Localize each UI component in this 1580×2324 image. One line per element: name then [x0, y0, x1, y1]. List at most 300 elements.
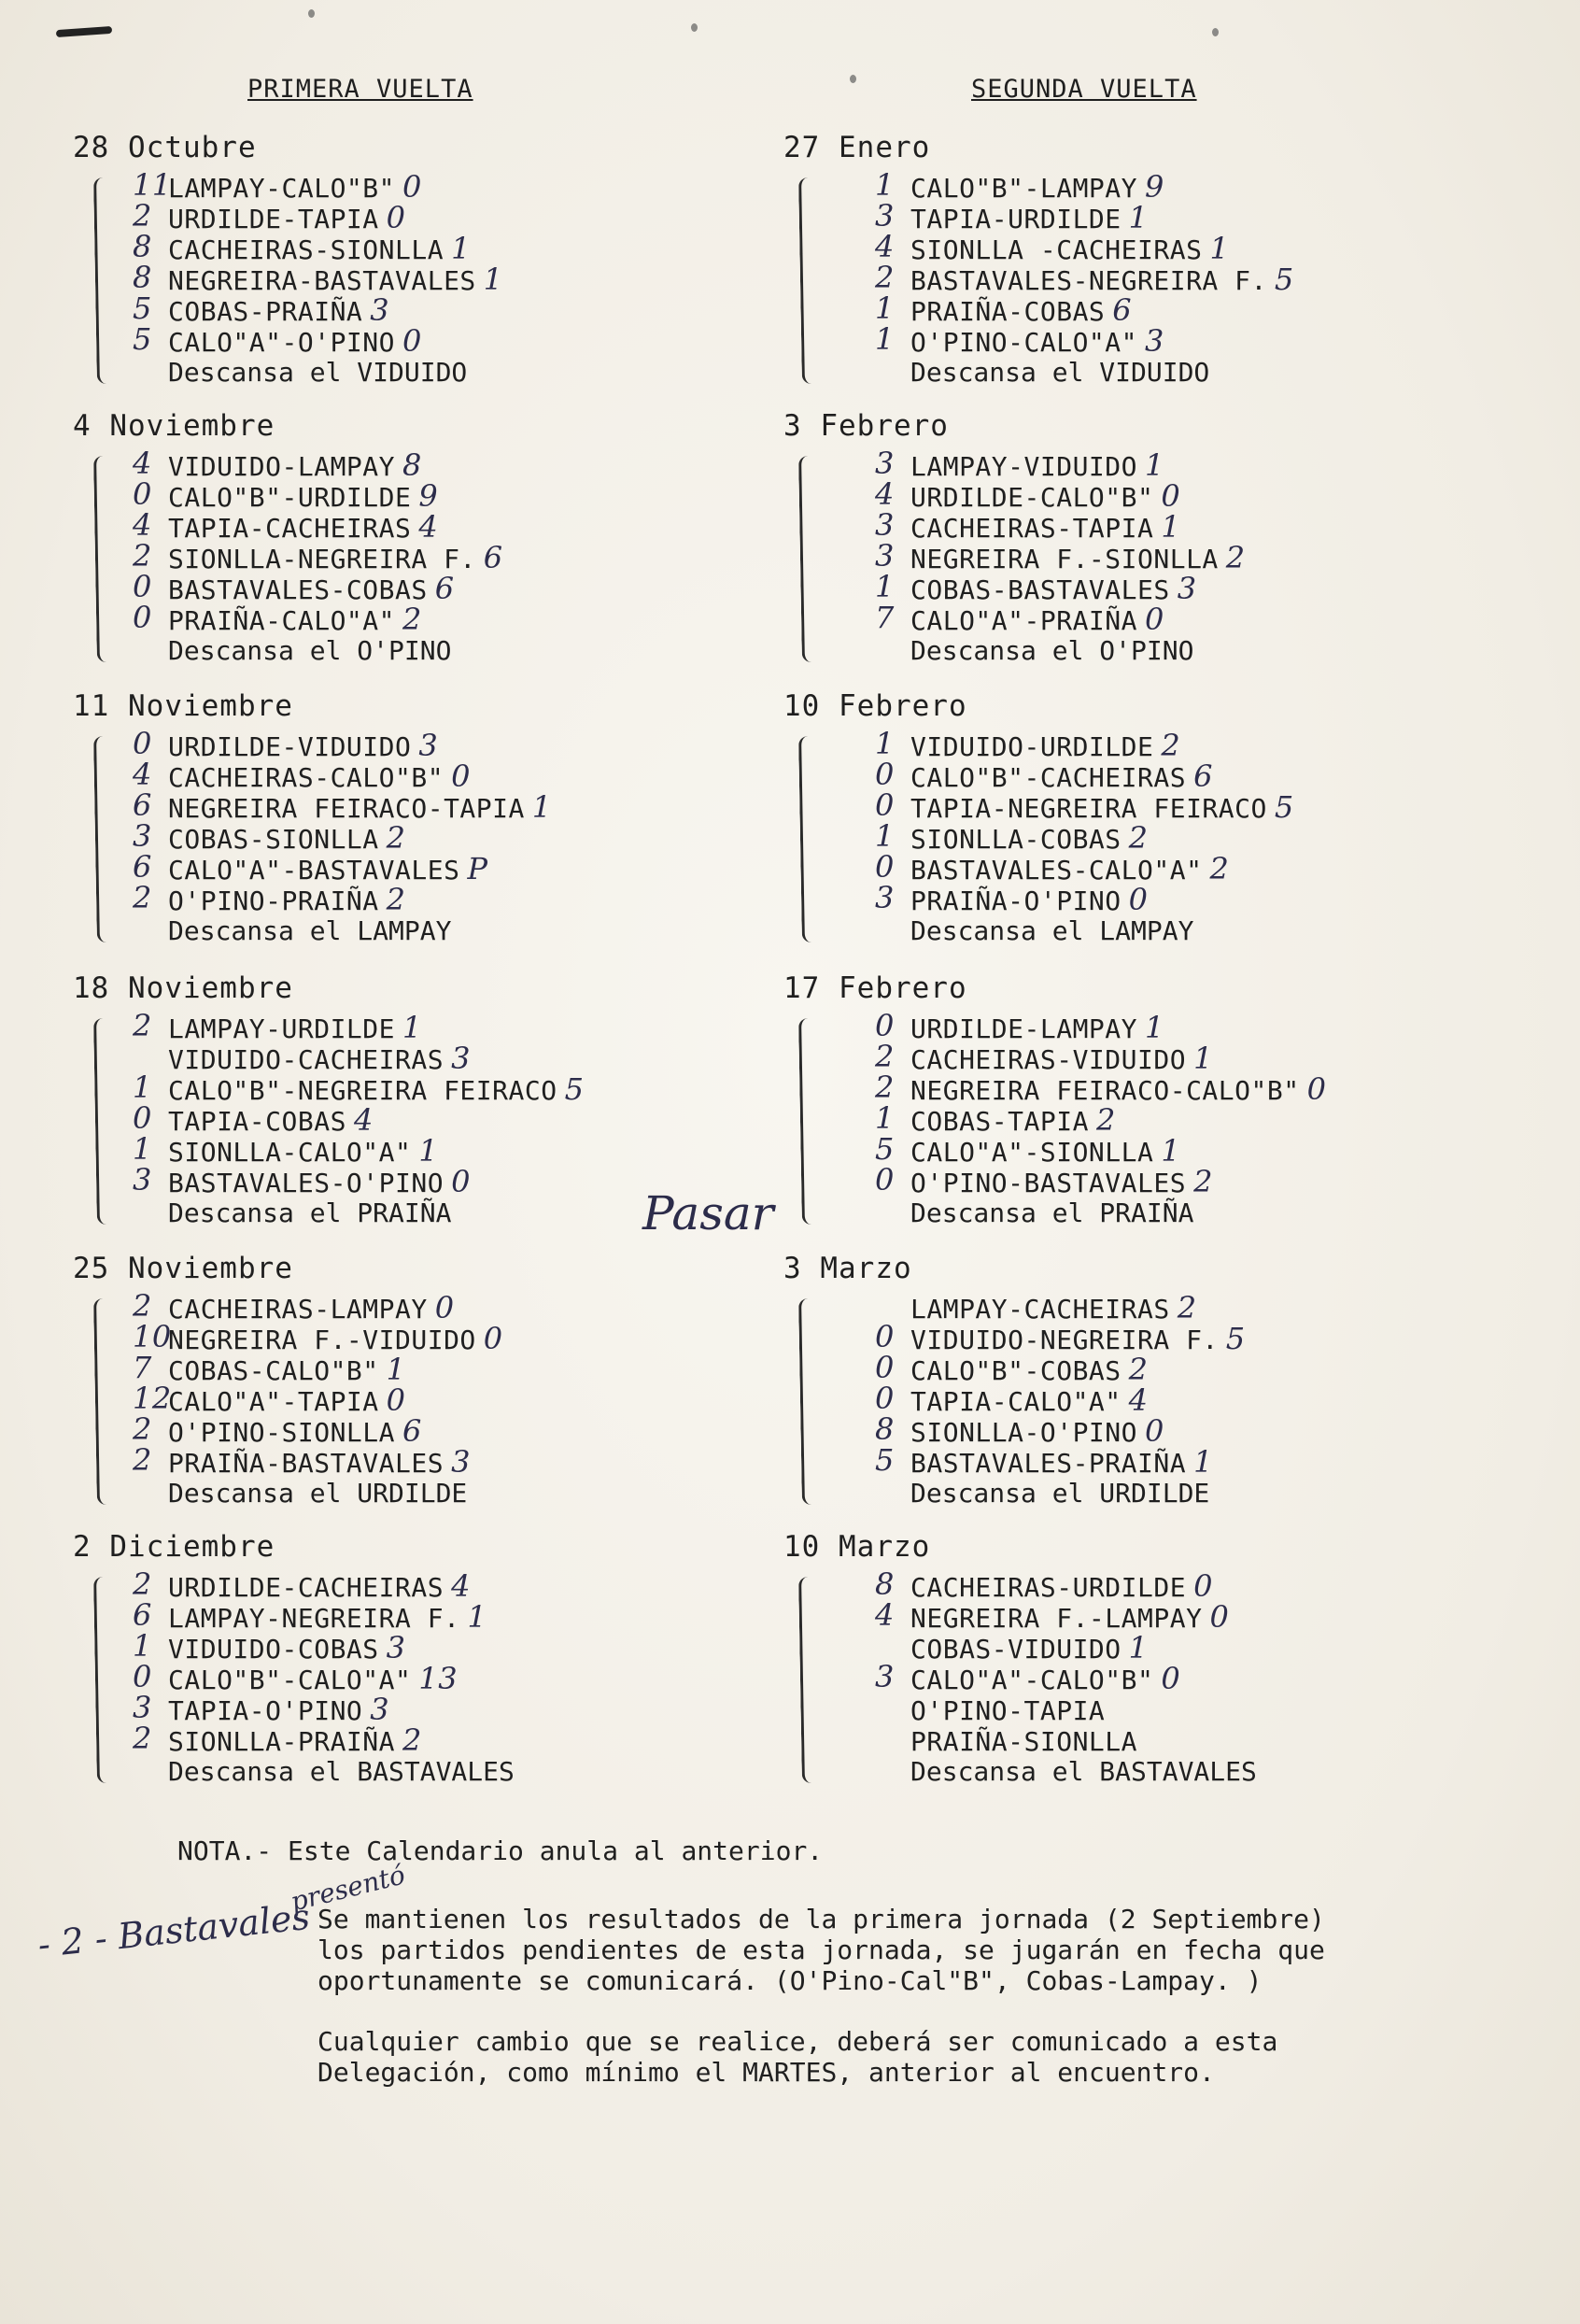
match-teams: CALO"B"-NEGREIRA FEIRACO: [168, 1075, 557, 1106]
away-score: 0: [1145, 602, 1164, 637]
match-list: [875, 726, 1545, 946]
home-score: 3: [875, 198, 895, 234]
home-score: 6: [133, 1597, 152, 1633]
home-score: 3: [875, 538, 895, 574]
home-score: 2: [133, 1721, 152, 1756]
match-row: [875, 726, 1545, 763]
away-score: 2: [386, 820, 406, 856]
footer-notes: [177, 1835, 1541, 2118]
paragraph-line: Delegación, como mínimo el MARTES, anterior al encuentro.: [317, 2057, 1215, 2088]
match-list: [133, 1566, 738, 1787]
home-score: 2: [133, 198, 152, 234]
away-score: 2: [386, 882, 406, 917]
match-row: [133, 476, 738, 514]
match-teams: SIONLLA-O'PINO: [910, 1417, 1138, 1448]
match-row: [875, 1131, 1545, 1169]
match-row: [875, 880, 1545, 917]
match-row: [133, 1381, 738, 1418]
home-score: 2: [875, 1039, 895, 1074]
home-score: 4: [133, 446, 152, 481]
home-score: 1: [875, 818, 895, 854]
match-row: [875, 538, 1545, 575]
match-teams: PRAIÑA-BASTAVALES: [168, 1448, 444, 1479]
home-score: 1: [875, 321, 895, 357]
match-row: [875, 507, 1545, 545]
match-row: [875, 600, 1545, 637]
away-score: 0: [1306, 1071, 1327, 1107]
match-row: [875, 167, 1545, 205]
punch-hole: [850, 75, 856, 83]
rest-team-line: Descansa el LAMPAY: [910, 915, 1194, 946]
away-score: 0: [1128, 882, 1149, 917]
away-score: 5: [1274, 262, 1294, 297]
away-score: 0: [451, 758, 471, 794]
match-teams: CACHEIRAS-LAMPAY: [168, 1294, 428, 1325]
match-row: [133, 787, 738, 825]
home-score: 8: [875, 1411, 895, 1447]
away-score: 4: [418, 509, 439, 545]
handwritten-bracket: [798, 1577, 818, 1783]
matchday-date: 17 Febrero: [783, 971, 967, 1005]
match-row: [910, 1290, 1545, 1325]
match-teams: CALO"B"-CACHEIRAS: [910, 762, 1187, 793]
handwritten-bracket: [798, 456, 818, 662]
match-row: [133, 538, 738, 575]
rest-team-line: Descansa el BASTAVALES: [910, 1756, 1257, 1787]
match-teams: LAMPAY-NEGREIRA F.: [168, 1603, 460, 1634]
match-row: [133, 757, 738, 794]
match-row: [133, 1690, 738, 1727]
away-score: 1: [483, 262, 503, 297]
away-score: 4: [1128, 1382, 1149, 1418]
match-teams: URDILDE-LAMPAY: [910, 1013, 1138, 1044]
home-score: 3: [133, 818, 152, 854]
away-score: 3: [451, 1041, 471, 1076]
matchday-block: [65, 1252, 738, 1509]
match-row: [133, 1319, 738, 1356]
away-score: 3: [370, 292, 390, 328]
away-score: 1: [1193, 1041, 1213, 1076]
home-score: 7: [133, 1350, 152, 1385]
match-row: [875, 229, 1545, 266]
match-teams: CALO"A"-O'PINO: [168, 327, 396, 358]
home-score: 0: [875, 1319, 895, 1354]
away-score: 1: [1128, 200, 1149, 235]
home-score: 6: [133, 787, 152, 823]
matchday-date: 2 Diciembre: [73, 1530, 275, 1564]
match-row: [133, 198, 738, 235]
away-score: 6: [434, 571, 455, 606]
match-row: [133, 880, 738, 917]
away-score: 0: [483, 1321, 503, 1356]
match-teams: LAMPAY-URDILDE: [168, 1013, 396, 1044]
rest-team-line: Descansa el VIDUIDO: [910, 357, 1210, 388]
away-score: 3: [370, 1692, 390, 1727]
away-score: 2: [1209, 851, 1230, 886]
away-score: 4: [451, 1568, 471, 1604]
home-score: 1: [875, 167, 895, 203]
match-row: [875, 1597, 1545, 1635]
match-row: [133, 600, 738, 637]
away-score: 1: [418, 1133, 439, 1169]
match-teams: CACHEIRAS-VIDUIDO: [910, 1044, 1187, 1075]
match-row: [875, 1659, 1545, 1696]
match-teams: NEGREIRA F.-VIDUIDO: [168, 1325, 476, 1355]
match-teams: CALO"A"-SIONLLA: [910, 1137, 1154, 1168]
match-row: [875, 1319, 1545, 1356]
match-row: [875, 787, 1545, 825]
match-list: [133, 1288, 738, 1509]
home-score: 4: [875, 1597, 895, 1633]
rest-team-line: Descansa el BASTAVALES: [168, 1756, 515, 1787]
handwritten-bracket: [93, 456, 113, 662]
away-score: 1: [1161, 1133, 1181, 1169]
match-row: [133, 229, 738, 266]
away-score: 0: [434, 1290, 455, 1325]
match-teams: TAPIA-NEGREIRA FEIRACO: [910, 793, 1267, 824]
away-score: 2: [402, 602, 422, 637]
home-score: 2: [875, 260, 895, 295]
match-list: [875, 446, 1545, 666]
match-teams: VIDUIDO-CACHEIRAS: [168, 1044, 444, 1075]
match-row: [133, 1288, 738, 1325]
match-list: [133, 167, 738, 388]
matchday-block: [65, 1530, 738, 1787]
match-teams: VIDUIDO-NEGREIRA F.: [910, 1325, 1219, 1355]
handwritten-bracket: [798, 1298, 818, 1505]
match-teams: TAPIA-CACHEIRAS: [168, 513, 412, 544]
home-score: 2: [133, 880, 152, 915]
home-score: 11: [133, 167, 172, 203]
match-row: [910, 1694, 1545, 1725]
home-score: 2: [133, 1411, 152, 1447]
home-score: 1: [133, 1628, 152, 1664]
match-list: [875, 167, 1545, 388]
matchday-date: 3 Marzo: [783, 1252, 912, 1285]
away-score: 6: [483, 540, 503, 575]
away-score: 0: [386, 1382, 406, 1418]
match-teams: SIONLLA-CALO"A": [168, 1137, 412, 1168]
match-row: [875, 569, 1545, 606]
home-score: 1: [133, 1070, 152, 1105]
match-list: [133, 446, 738, 666]
match-teams: URDILDE-CALO"B": [910, 482, 1154, 513]
away-score: 6: [1112, 292, 1133, 328]
rest-team-line: Descansa el O'PINO: [910, 635, 1194, 666]
away-score: 0: [402, 323, 422, 359]
match-teams: VIDUIDO-LAMPAY: [168, 451, 396, 482]
match-teams: VIDUIDO-URDILDE: [910, 731, 1154, 762]
match-row: [133, 1721, 738, 1758]
match-row: [875, 1442, 1545, 1480]
home-score: 1: [133, 1131, 152, 1167]
home-score: 5: [133, 290, 152, 326]
away-score: 1: [1128, 1630, 1149, 1665]
home-score: 0: [875, 1008, 895, 1043]
match-row: [875, 1566, 1545, 1604]
home-score: 8: [133, 260, 152, 295]
home-score: 1: [875, 569, 895, 604]
match-row: [133, 1131, 738, 1169]
away-score: 5: [564, 1071, 585, 1107]
handwritten-presento: presentó: [287, 1859, 409, 1918]
match-teams: PRAIÑA-COBAS: [910, 296, 1106, 327]
match-teams: NEGREIRA FEIRACO-TAPIA: [168, 793, 525, 824]
match-teams: CALO"A"-BASTAVALES: [168, 855, 460, 886]
away-score: 4: [353, 1102, 374, 1138]
handwritten-bracket: [93, 1577, 113, 1783]
match-row: [133, 1597, 738, 1635]
home-score: 6: [133, 849, 152, 885]
rest-team-line: Descansa el VIDUIDO: [168, 357, 468, 388]
rest-team-line: Descansa el URDILDE: [910, 1478, 1210, 1509]
match-row: [133, 1100, 738, 1138]
match-row: [875, 1100, 1545, 1138]
punch-hole: [1212, 28, 1219, 36]
matchday-block: [770, 971, 1545, 1228]
handwritten-bracket: [798, 177, 818, 384]
away-score: P: [467, 851, 488, 886]
home-score: 8: [133, 229, 152, 264]
matchday-block: [770, 689, 1545, 946]
matchday-date: 10 Febrero: [783, 689, 967, 723]
match-teams: COBAS-VIDUIDO: [910, 1634, 1122, 1665]
matchday-block: [65, 131, 738, 388]
handwritten-bracket: [93, 177, 113, 384]
home-score: 2: [133, 1442, 152, 1478]
match-row: [133, 1628, 738, 1665]
first-round-heading: PRIMERA VUELTA: [247, 75, 473, 104]
away-score: 1: [1161, 509, 1181, 545]
match-teams: CALO"B"-COBAS: [910, 1355, 1122, 1386]
match-row: [875, 198, 1545, 235]
rest-team-line: Descansa el URDILDE: [168, 1478, 468, 1509]
match-row: [875, 321, 1545, 359]
match-teams: NEGREIRA F.-SIONLLA: [910, 544, 1219, 574]
match-teams: COBAS-CALO"B": [168, 1355, 379, 1386]
match-teams: SIONLLA-PRAIÑA: [168, 1726, 396, 1757]
match-row: [875, 1008, 1545, 1045]
handwritten-pasar: Pasar: [642, 1186, 774, 1240]
match-row: [875, 757, 1545, 794]
match-row: [875, 1162, 1545, 1199]
match-teams: CACHEIRAS-TAPIA: [910, 513, 1154, 544]
away-score: 1: [1145, 1010, 1164, 1045]
paragraph-line: Cualquier cambio que se realice, deberá ser comunicado a esta: [317, 2026, 1278, 2057]
away-score: 1: [451, 231, 471, 266]
away-score: 1: [402, 1010, 422, 1045]
away-score: 0: [1161, 478, 1181, 514]
home-score: 12: [133, 1381, 172, 1416]
match-row: [875, 1070, 1545, 1107]
away-score: 0: [402, 169, 422, 205]
home-score: 2: [133, 1566, 152, 1602]
home-score: 1: [875, 1100, 895, 1136]
match-teams: COBAS-BASTAVALES: [910, 574, 1170, 605]
match-row: [133, 569, 738, 606]
away-score: 5: [1225, 1321, 1246, 1356]
away-score: 2: [1161, 728, 1181, 763]
away-score: 2: [1095, 1102, 1116, 1138]
match-teams: NEGREIRA F.-LAMPAY: [910, 1603, 1203, 1634]
away-score: 5: [1274, 789, 1294, 825]
rest-team-line: Descansa el PRAIÑA: [168, 1197, 452, 1228]
away-score: 3: [418, 728, 439, 763]
away-score: 9: [418, 478, 439, 514]
match-row: [168, 1043, 738, 1074]
changes-paragraph: [317, 2026, 1541, 2088]
home-score: 1: [875, 290, 895, 326]
matchday-date: 3 Febrero: [783, 409, 949, 443]
match-teams: CACHEIRAS-URDILDE: [910, 1572, 1187, 1603]
match-row: [875, 446, 1545, 483]
matchday-block: [770, 131, 1545, 388]
match-row: [875, 1350, 1545, 1387]
match-teams: CALO"B"-URDILDE: [168, 482, 412, 513]
match-row: [133, 726, 738, 763]
match-row: [875, 260, 1545, 297]
match-row: [133, 1350, 738, 1387]
match-row: [133, 1008, 738, 1045]
home-score: 0: [875, 1162, 895, 1197]
matchday-block: [770, 1252, 1545, 1509]
home-score: 3: [875, 880, 895, 915]
away-score: 0: [386, 200, 406, 235]
away-score: 0: [1193, 1568, 1213, 1604]
away-score: 2: [1193, 1164, 1213, 1199]
match-teams: TAPIA-URDILDE: [910, 204, 1122, 234]
punch-hole: [308, 9, 315, 18]
match-row: [875, 818, 1545, 856]
home-score: 10: [133, 1319, 172, 1354]
home-score: 0: [133, 1100, 152, 1136]
away-score: 0: [1209, 1599, 1230, 1635]
match-row: [875, 1039, 1545, 1076]
second-round-heading: SEGUNDA VUELTA: [971, 75, 1197, 104]
matchday-block: [65, 971, 738, 1228]
away-score: 2: [1225, 540, 1246, 575]
away-score: 2: [1128, 820, 1149, 856]
home-score: 0: [133, 600, 152, 635]
home-score: 4: [875, 476, 895, 512]
paragraph-line: Se mantienen los resultados de la primera jornada (2 Septiembre): [317, 1904, 1325, 1934]
handwritten-bracket: [93, 736, 113, 942]
home-score: 2: [133, 1008, 152, 1043]
home-score: 0: [875, 757, 895, 792]
home-score: 4: [133, 507, 152, 543]
match-row: [133, 1070, 738, 1107]
match-teams: BASTAVALES-CALO"A": [910, 855, 1203, 886]
home-score: 2: [133, 538, 152, 574]
match-teams: CALO"B"-LAMPAY: [910, 173, 1138, 204]
home-score: 5: [875, 1131, 895, 1167]
home-score: 5: [133, 321, 152, 357]
match-teams: CALO"A"-TAPIA: [168, 1386, 379, 1417]
home-score: 0: [875, 787, 895, 823]
rest-team-line: Descansa el O'PINO: [168, 635, 452, 666]
results-paragraph: [317, 1904, 1541, 1996]
match-teams: URDILDE-TAPIA: [168, 204, 379, 234]
match-row: [875, 290, 1545, 328]
matchday-date: 4 Noviembre: [73, 409, 275, 443]
paragraph-line: los partidos pendientes de esta jornada, se jugarán en fecha que: [317, 1934, 1325, 1965]
match-teams: BASTAVALES-COBAS: [168, 574, 428, 605]
match-teams: COBAS-TAPIA: [910, 1106, 1089, 1137]
home-score: 0: [133, 1659, 152, 1694]
match-teams: URDILDE-CACHEIRAS: [168, 1572, 444, 1603]
match-teams: SIONLLA -CACHEIRAS: [910, 234, 1203, 265]
away-score: 1: [531, 789, 552, 825]
match-row: [910, 1725, 1545, 1756]
match-teams: PRAIÑA-SIONLLA: [910, 1726, 1138, 1757]
match-row: [133, 1411, 738, 1449]
match-teams: O'PINO-PRAIÑA: [168, 886, 379, 916]
match-teams: PRAIÑA-O'PINO: [910, 886, 1122, 916]
match-teams: SIONLLA-COBAS: [910, 824, 1122, 855]
matchday-date: 28 Octubre: [73, 131, 257, 164]
rest-team-line: Descansa el LAMPAY: [168, 915, 452, 946]
punch-hole: [691, 23, 698, 32]
match-list: [875, 1290, 1545, 1509]
home-score: 0: [875, 1381, 895, 1416]
match-row: [133, 1659, 738, 1696]
match-row: [133, 507, 738, 545]
away-score: 2: [1128, 1352, 1149, 1387]
home-score: 2: [133, 1288, 152, 1324]
home-score: 5: [875, 1442, 895, 1478]
home-score: 1: [875, 726, 895, 761]
match-teams: CALO"A"-CALO"B": [910, 1665, 1154, 1695]
matchday-block: [65, 409, 738, 666]
match-teams: VIDUIDO-COBAS: [168, 1634, 379, 1665]
matchday-block: [770, 409, 1545, 666]
home-score: 0: [875, 849, 895, 885]
away-score: 6: [402, 1413, 422, 1449]
match-row: [875, 849, 1545, 886]
away-score: 1: [467, 1599, 487, 1635]
handwritten-bracket: [798, 1018, 818, 1225]
ink-mark: [56, 26, 112, 37]
home-score: 2: [875, 1070, 895, 1105]
match-teams: LAMPAY-CALO"B": [168, 173, 396, 204]
match-teams: COBAS-SIONLLA: [168, 824, 379, 855]
handwritten-bracket: [93, 1298, 113, 1505]
home-score: 8: [875, 1566, 895, 1602]
home-score: 0: [133, 569, 152, 604]
match-list: [133, 726, 738, 946]
home-score: 0: [133, 476, 152, 512]
away-score: 0: [1161, 1661, 1181, 1696]
match-teams: O'PINO-SIONLLA: [168, 1417, 396, 1448]
matchday-block: [65, 689, 738, 946]
away-score: 3: [1145, 323, 1164, 359]
match-row: [875, 476, 1545, 514]
match-list: [875, 1566, 1545, 1787]
match-row: [133, 818, 738, 856]
matchday-block: [770, 1530, 1545, 1787]
match-row: [910, 1630, 1545, 1665]
home-score: 3: [875, 1659, 895, 1694]
match-teams: LAMPAY-VIDUIDO: [910, 451, 1138, 482]
matchday-date: 18 Noviembre: [73, 971, 293, 1005]
away-score: 3: [1177, 571, 1197, 606]
home-score: 4: [875, 229, 895, 264]
home-score: 4: [133, 757, 152, 792]
handwritten-bracket: [798, 736, 818, 942]
away-score: 0: [451, 1164, 471, 1199]
match-teams: BASTAVALES-O'PINO: [168, 1168, 444, 1198]
handwritten-bracket: [93, 1018, 113, 1225]
